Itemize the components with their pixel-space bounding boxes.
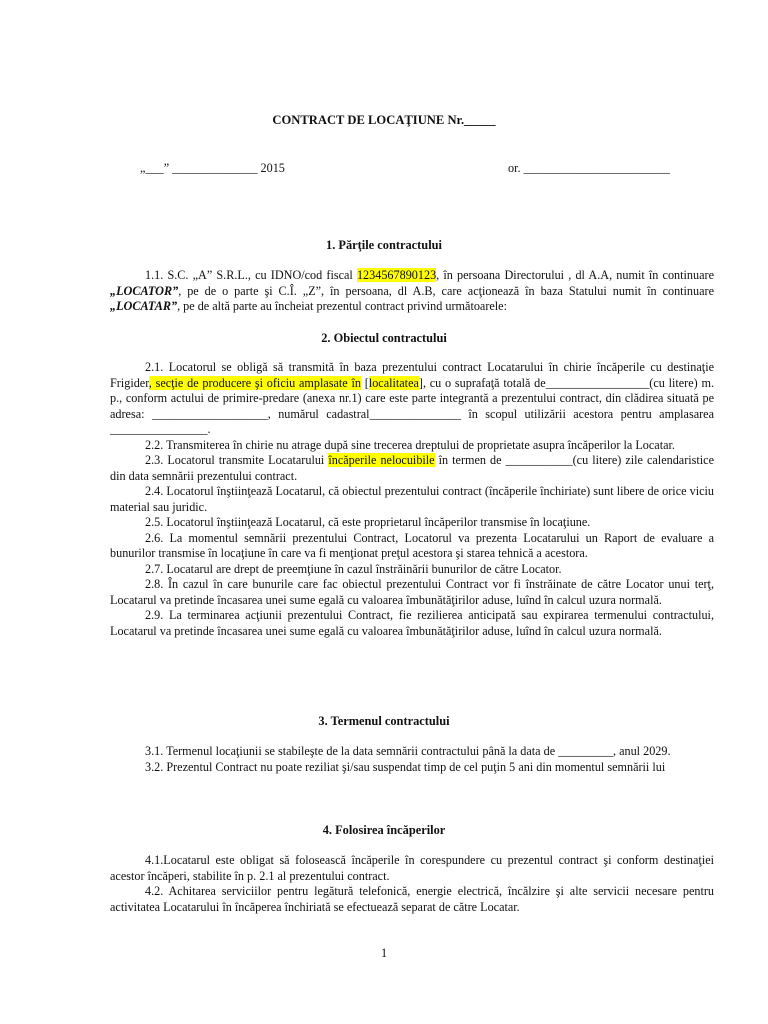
clause-4-1: 4.1.Locatarul este obligat să folosească încăperile în corespundere cu prezentul contract şi conform destinaţiei acestor încăperi, stabilite în p. 2.1 al prezentului contract.	[110, 853, 714, 883]
clause-2-1-text-c: ], cu o suprafaţă totală de_________________(cu litere) m. p., conform actului de primire-predare (anexa nr.1) care este parte integrantă a prezentului contract, din clădirea situată pe adresa: ___________________, numărul cadastral_______________ în scopul utilizării acestora pentru amplasarea ________________.	[110, 375, 715, 436]
locatar-term: „LOCATAR”	[110, 299, 178, 313]
clause-2-9: 2.9. La terminarea acţiunii prezentului Contract, fie rezilierea anticipată sau expirarea termenului contractului, Locatarul va pretinde încasarea unei sume egală cu valoarea îmbunătăţirilor aduse, luînd în calcul uzura normală.	[110, 608, 714, 638]
page-number: 1	[380, 946, 388, 960]
section-3-body	[110, 744, 714, 775]
clause-3-2: 3.2. Prezentul Contract nu poate reziliat şi/sau suspendat timp de cel puţin 5 ani din momentul semnării lui	[145, 759, 666, 774]
contract-title: CONTRACT DE LOCAŢIUNE Nr._____	[272, 113, 496, 127]
clause-1-1-text-c: , pe de o parte şi C.Î. „Z”, în persoana, dl A.B, care acţionează în baza Statului numit în continuare	[178, 283, 714, 298]
locality-highlight: localitatea	[368, 375, 419, 390]
section-1-body	[110, 268, 714, 315]
section-4-body	[110, 853, 714, 915]
locator-term: „LOCATOR”	[110, 283, 179, 298]
clause-1-1-text-a: 1.1. S.C. „A” S.R.L., cu IDNO/cod fiscal	[145, 268, 357, 282]
clause-2-2: 2.2. Transmiterea în chirie nu atrage după sine trecerea dreptului de proprietate asupra încăperilor la Locatar.	[145, 437, 675, 452]
clause-2-6: 2.6. La momentul semnării prezentului Contract, Locatorul va prezenta Locatarului un Raport de evaluare a bunurilor transmise în locaţiune în care va fi menţionat preţul acestora şi starea tehnică a acestora.	[110, 530, 714, 560]
section-2-body	[110, 360, 714, 639]
clause-2-1	[110, 360, 714, 438]
clause-1-1-text-b: , în persoana Directorului , dl A.A, numit în continuare	[436, 268, 714, 282]
clause-2-3-text-a: 2.3. Locatorul transmite Locatarului	[145, 453, 329, 467]
clause-2-3	[110, 453, 714, 484]
fiscal-code-highlight: 1234567890123	[356, 268, 437, 282]
contract-date: „___” ______________ 2015	[140, 161, 285, 175]
clause-2-1-text-a: 2.1. Locatorul se obligă să transmită în baza prezentului contract Locatarului în chirie încăperile cu destinaţie Frigider	[110, 360, 714, 390]
section-4-heading: 4. Folosirea încăperilor	[322, 823, 446, 837]
clause-2-3-text-b: în termen de ___________(cu litere) zile calendaristice din data semnării prezentului contract.	[110, 453, 714, 483]
clause-2-5: 2.5. Locatorul înştiinţează Locatarul, că este proprietarul încăperilor transmise în locaţiune.	[145, 515, 591, 529]
section-2-heading: 2. Obiectul contractului	[321, 331, 447, 345]
premises-highlight: , secţie de producere şi oficiu amplasate în	[148, 375, 361, 390]
clause-1-1	[110, 268, 714, 315]
non-residential-highlight: încăperile nelocuibile	[328, 453, 435, 467]
clause-2-1-text-b: [	[360, 375, 369, 390]
clause-3-1: 3.1. Termenul locaţiunii se stabileşte de la data semnării contractului până la data de _________, anul 2029.	[145, 744, 671, 758]
clause-2-7: 2.7. Locatarul are drept de preemţiune în cazul înstrăinării bunurilor de către Locator.	[145, 561, 562, 576]
clause-2-8: 2.8. În cazul în care bunurile care fac obiectul prezentului Contract vor fi înstrăinate de către Locator unui terţ, Locatarul va pretinde încasarea unei sume egală cu valoarea îmbunătăţirilor aduse, luînd în calcul uzura normală.	[110, 577, 714, 607]
clause-4-2: 4.2. Achitarea serviciilor pentru legătură telefonică, energie electrică, încălzire şi alte servicii necesare pentru activitatea Locatarului în încăperea închiriată se efectuează separat de către Locatar.	[110, 884, 714, 914]
clause-1-1-text-d: , pe de altă parte au încheiat prezentul contract privind următoarele:	[177, 299, 507, 313]
clause-2-4: 2.4. Locatorul înştiinţează Locatarul, că obiectul prezentului contract (încăperile închiriate) sunt libere de orice viciu material sau juridic.	[110, 484, 714, 514]
section-1-heading: 1. Părţile contractului	[326, 238, 442, 252]
contract-city: or. ________________________	[508, 161, 670, 175]
section-3-heading: 3. Termenul contractului	[318, 714, 450, 728]
